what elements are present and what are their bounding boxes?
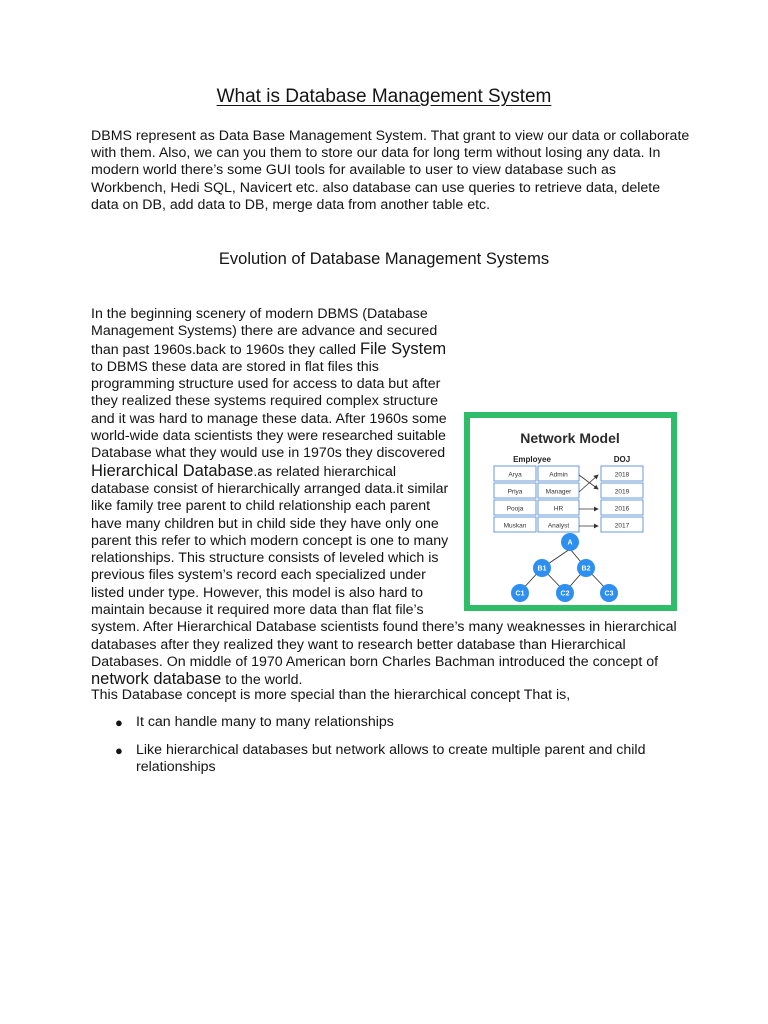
role-cell: Manager <box>545 488 572 496</box>
evolution-text-b: to DBMS these data are stored in flat files this programming structure used for access to data but after they realized these systems required complex structure and it was hard to manage these data. After 1960s some world-wide data scientists they were researched suitable Database what they would use in 1970s they discovered <box>91 358 447 462</box>
node-c2-label: C2 <box>560 590 570 598</box>
list-item-text: Like hierarchical databases but network allows to create multiple parent and child relationships <box>136 742 646 776</box>
doj-cell: 2018 <box>614 471 630 479</box>
node-c1-label: C1 <box>515 590 525 598</box>
bullet-icon: ● <box>115 715 123 730</box>
figure-title: Network Model <box>520 430 620 446</box>
employee-cell: Arya <box>508 471 522 479</box>
bullet-icon: ● <box>115 743 123 759</box>
node-b1-label: B1 <box>537 565 547 573</box>
term-network-database: network database <box>91 670 222 689</box>
term-hierarchical-database: Hierarchical Database <box>91 461 254 480</box>
evolution-text-d: to the world. <box>225 672 303 689</box>
evolution-text-c: .as related hierarchical database consist of hierarchically arranged data.it similar like family tree parent to child relationship each parent have many children but in child side they have only one parent this refer to which modern concept is one to many relationships. This structure consists of leveled which is previous files system’s record each specialized under listed under type. However, this model is also hard to maintain because it required more data than flat file’s system. After Hierarchical Database scientists found there’s many weaknesses in hierarchical databases after they realized they want to research better database than Hierarchical Databases. On middle of 1970 American born Charles Bachman introduced the concept of <box>91 463 677 670</box>
node-b2-label: B2 <box>581 565 591 573</box>
network-model-figure <box>464 412 677 611</box>
role-cell: HR <box>553 505 564 513</box>
role-cell: Admin <box>549 471 568 479</box>
employee-table <box>494 466 643 532</box>
network-model-diagram <box>470 418 671 605</box>
figure-canvas <box>470 418 671 605</box>
doj-cell: 2016 <box>614 505 630 513</box>
node-a-label: A <box>567 539 573 547</box>
section-heading: Evolution of Database Management Systems <box>218 250 550 268</box>
employee-cell: Priya <box>507 488 523 496</box>
page-title: What is Database Management System <box>216 86 552 107</box>
employee-header: Employee <box>513 455 551 464</box>
node-c3-label: C3 <box>604 590 614 598</box>
bullet-list <box>91 714 661 788</box>
list-item <box>91 714 661 731</box>
role-cell: Analyst <box>547 522 570 530</box>
intro-paragraph: DBMS represent as Data Base Management System. That grant to view our data or collaborate with them. Also, we can you them to store our data for long term without losing any data. In modern world there’s some GUI tools for available to user to view database such as Workbench, Hedi SQL, Navicert etc. also database can use queries to retrieve data, delete data on DB, add data to DB, merge data from another table etc. <box>91 128 690 213</box>
employee-cell: Pooja <box>506 505 524 513</box>
doj-cell: 2019 <box>614 488 630 496</box>
term-file-system: File System <box>359 339 447 358</box>
doj-cell: 2017 <box>614 522 630 530</box>
list-item <box>91 742 661 776</box>
evolution-text-a: In the beginning scenery of modern DBMS (Database Management Systems) there are advance and secured than past 1960s.back to 1960s they called <box>91 306 438 358</box>
concept-line: This Database concept is more special than the hierarchical concept That is, <box>91 687 571 703</box>
employee-cell: Muskan <box>503 522 527 530</box>
list-item-text: It can handle many to many relationships <box>136 714 394 730</box>
doj-header: DOJ <box>613 455 631 464</box>
